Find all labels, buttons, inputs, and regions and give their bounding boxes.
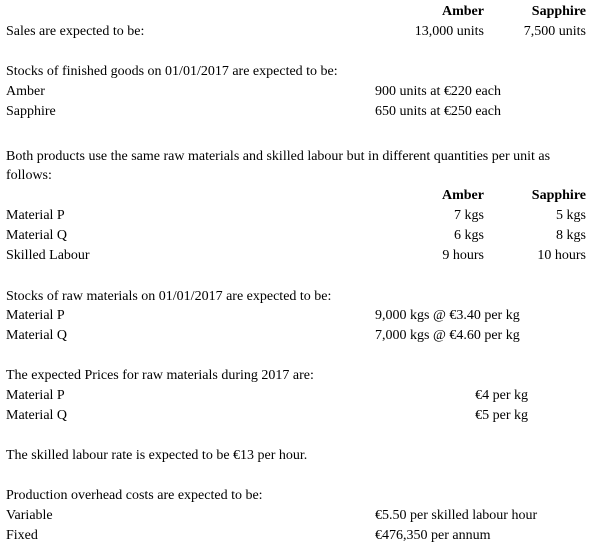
usage-amber-material-q: 6 kgs bbox=[454, 228, 484, 243]
labour-rate-text: The skilled labour rate is expected to be €13 per hour. bbox=[6, 448, 308, 463]
usage-amber-material-p: 7 kgs bbox=[454, 208, 484, 223]
prices-label-material-q: Material Q bbox=[6, 408, 68, 423]
usage-sapphire-material-p: 5 kgs bbox=[556, 208, 586, 223]
stocks-finished-label-sapphire: Sapphire bbox=[6, 104, 56, 119]
stocks-finished-heading: Stocks of finished goods on 01/01/2017 are expected to be: bbox=[6, 64, 338, 79]
usage-intro-line2: follows: bbox=[6, 168, 52, 183]
overheads-label-variable: Variable bbox=[6, 508, 53, 523]
usage-header-amber: Amber bbox=[442, 188, 484, 203]
usage-label-material-q: Material Q bbox=[6, 228, 68, 243]
prices-value-material-q: €5 per kg bbox=[475, 408, 528, 423]
overheads-label-fixed: Fixed bbox=[6, 528, 38, 543]
usage-header-sapphire: Sapphire bbox=[531, 188, 586, 203]
usage-label-skilled-labour: Skilled Labour bbox=[6, 248, 90, 263]
usage-intro-line1: Both products use the same raw materials and skilled labour but in different quantities per unit as bbox=[6, 149, 551, 164]
overheads-value-fixed: €476,350 per annum bbox=[375, 528, 491, 543]
sales-label: Sales are expected to be: bbox=[6, 24, 145, 39]
overheads-heading: Production overhead costs are expected to be: bbox=[6, 488, 263, 503]
prices-heading: The expected Prices for raw materials during 2017 are: bbox=[6, 368, 314, 383]
sales-header-sapphire: Sapphire bbox=[531, 4, 586, 19]
sales-sapphire-value: 7,500 units bbox=[523, 24, 586, 39]
usage-label-material-p: Material P bbox=[6, 208, 65, 223]
stocks-raw-value-material-q: 7,000 kgs @ €4.60 per kg bbox=[375, 328, 520, 343]
stocks-raw-label-material-p: Material P bbox=[6, 308, 65, 323]
usage-sapphire-skilled-labour: 10 hours bbox=[537, 248, 586, 263]
stocks-raw-value-material-p: 9,000 kgs @ €3.40 per kg bbox=[375, 308, 520, 323]
stocks-raw-heading: Stocks of raw materials on 01/01/2017 are expected to be: bbox=[6, 289, 332, 304]
usage-sapphire-material-q: 8 kgs bbox=[556, 228, 586, 243]
overheads-value-variable: €5.50 per skilled labour hour bbox=[375, 508, 538, 523]
usage-amber-skilled-labour: 9 hours bbox=[442, 248, 484, 263]
sales-amber-value: 13,000 units bbox=[414, 24, 484, 39]
prices-value-material-p: €4 per kg bbox=[475, 388, 528, 403]
stocks-finished-value-amber: 900 units at €220 each bbox=[375, 84, 501, 99]
stocks-raw-label-material-q: Material Q bbox=[6, 328, 68, 343]
sales-header-amber: Amber bbox=[442, 4, 484, 19]
prices-label-material-p: Material P bbox=[6, 388, 65, 403]
stocks-finished-label-amber: Amber bbox=[6, 84, 45, 99]
stocks-finished-value-sapphire: 650 units at €250 each bbox=[375, 104, 501, 119]
